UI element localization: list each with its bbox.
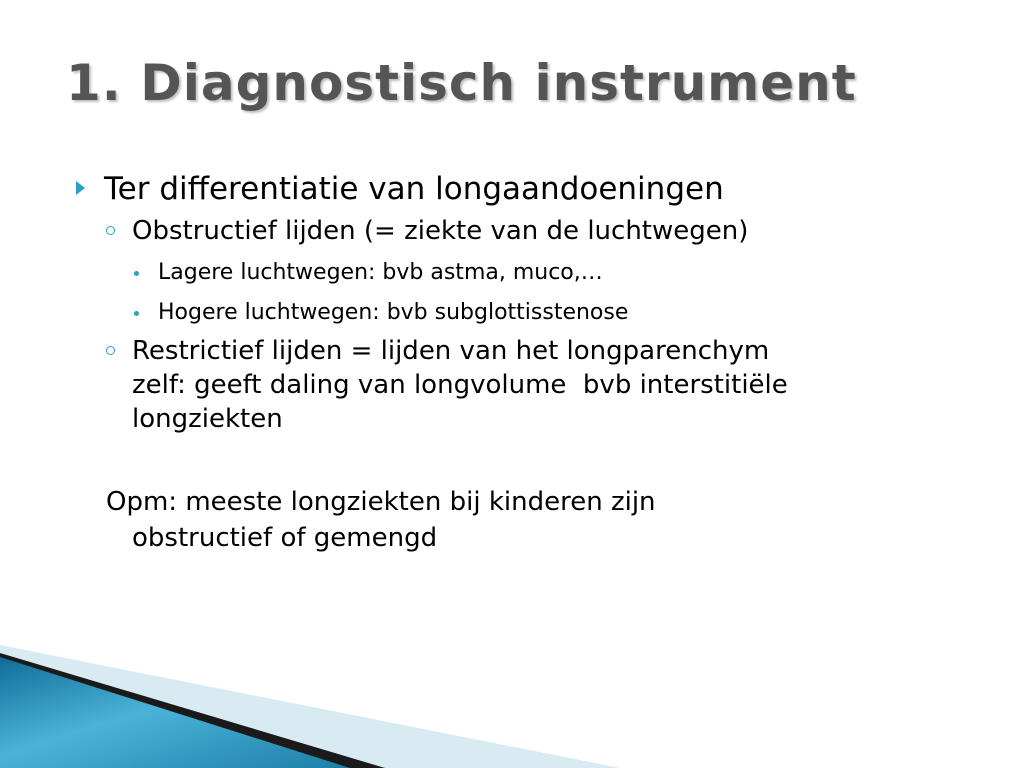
bullet-lagere bbox=[134, 258, 976, 288]
bullet-text-line: longziekten bbox=[132, 404, 283, 434]
ring-icon bbox=[106, 346, 115, 355]
bullet-text-line: zelf: geeft daling van longvolume bvb interstitiële bbox=[132, 370, 788, 400]
decorative-wave bbox=[0, 643, 620, 768]
bullet-text: Lagere luchtwegen: bvb astma, muco,… bbox=[158, 260, 603, 285]
slide-title: 1. Diagnostisch instrument bbox=[66, 54, 857, 112]
note-opm bbox=[106, 484, 976, 556]
note-line: Opm: meeste longziekten bij kinderen zijn bbox=[106, 487, 656, 517]
dot-icon bbox=[134, 271, 139, 276]
bullet-text-line: Restrictief lijden = lijden van het longparenchym bbox=[132, 336, 770, 366]
dot-icon bbox=[134, 311, 139, 316]
bullet-text: Obstructief lijden (= ziekte van de luchtwegen) bbox=[132, 216, 749, 246]
slide-content bbox=[76, 168, 976, 556]
bullet-restrictief bbox=[106, 334, 976, 436]
triangle-right-icon bbox=[76, 181, 85, 195]
bullet-hogere bbox=[134, 298, 976, 328]
bullet-text: Ter differentiatie van longaandoeningen bbox=[104, 171, 724, 207]
note-line: obstructief of gemengd bbox=[132, 523, 438, 553]
bullet-level1 bbox=[76, 168, 976, 210]
ring-icon bbox=[106, 226, 115, 235]
bullet-text: Hogere luchtwegen: bvb subglottisstenose bbox=[158, 300, 629, 325]
bullet-obstructief bbox=[106, 214, 976, 248]
